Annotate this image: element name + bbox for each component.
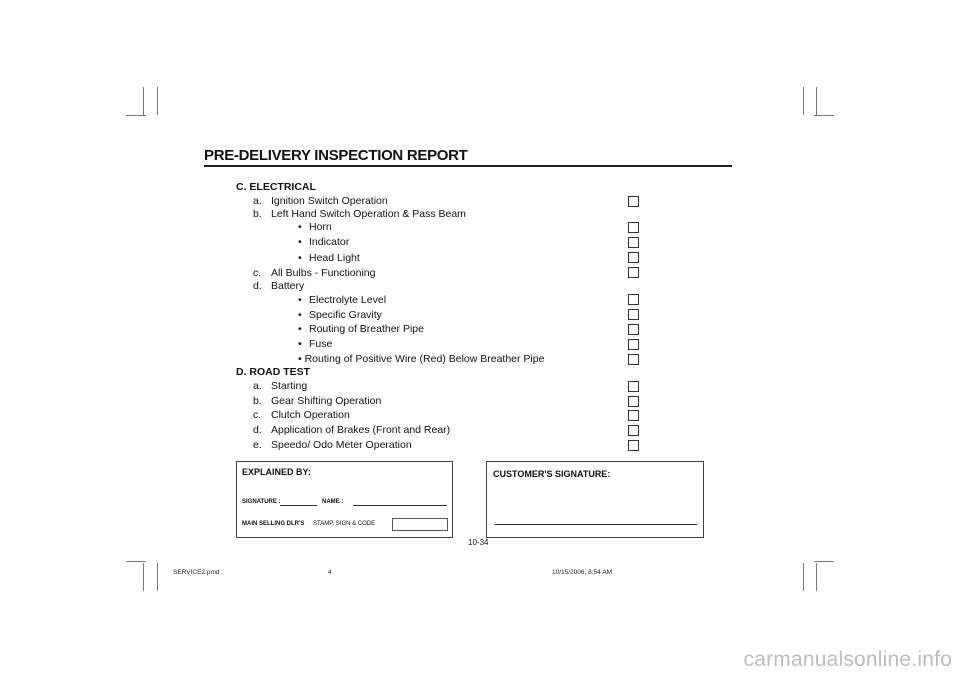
item-marker: e.	[253, 439, 262, 451]
dealer-label: MAIN SELLING DLR'S	[242, 521, 305, 527]
item-label: Head Light	[309, 252, 360, 264]
section-heading-electrical: C. ELECTRICAL	[236, 181, 316, 193]
item-label: Fuse	[309, 338, 333, 350]
name-line[interactable]	[353, 505, 447, 506]
item-label: Specific Gravity	[309, 309, 382, 321]
item-marker: d.	[253, 280, 262, 292]
dealer-suffix: STAMP, SIGN & CODE	[313, 521, 376, 527]
checkbox[interactable]	[628, 425, 639, 436]
checkbox[interactable]	[628, 267, 639, 278]
checkbox[interactable]	[628, 354, 639, 365]
checkbox[interactable]	[628, 196, 639, 207]
item-label: • Routing of Positive Wire (Red) Below Breather Pipe	[298, 353, 545, 365]
signature-label: SIGNATURE :	[242, 499, 281, 505]
page-number: 10-34	[468, 538, 489, 547]
watermark: carmanualsonline.info	[743, 648, 952, 671]
title-underline	[204, 165, 732, 167]
checkbox[interactable]	[628, 294, 639, 305]
item-marker: b.	[253, 395, 262, 407]
item-label: Ignition Switch Operation	[271, 195, 388, 207]
item-label: Clutch Operation	[271, 409, 350, 421]
footer-timestamp: 10/15/2006, 8:54 AM	[552, 569, 612, 576]
item-marker: c.	[253, 409, 262, 421]
customer-signature-line[interactable]	[495, 524, 697, 525]
item-marker: •	[298, 294, 302, 306]
checkbox[interactable]	[628, 237, 639, 248]
footer-page: 4	[328, 569, 332, 576]
item-label: All Bulbs - Functioning	[271, 267, 376, 279]
customer-signature-heading: CUSTOMER'S SIGNATURE:	[493, 469, 611, 479]
item-marker: •	[298, 252, 302, 264]
crop-mark	[126, 115, 146, 116]
item-marker: d.	[253, 424, 262, 436]
crop-mark	[143, 563, 144, 591]
checkbox[interactable]	[628, 339, 639, 350]
page-title: PRE-DELIVERY INSPECTION REPORT	[204, 147, 468, 164]
explained-by-heading: EXPLAINED BY:	[242, 467, 311, 477]
item-marker: b.	[253, 208, 262, 220]
item-marker: •	[298, 309, 302, 321]
customer-signature-box	[486, 461, 704, 538]
checkbox[interactable]	[628, 309, 639, 320]
crop-mark	[157, 87, 158, 115]
name-label: NAME :	[322, 499, 344, 505]
item-label: Speedo/ Odo Meter Operation	[271, 439, 412, 451]
checkbox[interactable]	[628, 324, 639, 335]
item-label: Battery	[271, 280, 305, 292]
checkbox[interactable]	[628, 222, 639, 233]
item-label: Application of Brakes (Front and Rear)	[271, 424, 451, 436]
item-marker: a.	[253, 195, 262, 207]
item-label: Starting	[271, 380, 308, 392]
section-heading-road-test: D. ROAD TEST	[236, 366, 311, 378]
crop-mark	[814, 561, 834, 562]
item-label: Indicator	[309, 236, 350, 248]
checkbox[interactable]	[628, 252, 639, 263]
checkbox[interactable]	[628, 396, 639, 407]
item-marker: c.	[253, 267, 262, 279]
crop-mark	[803, 563, 804, 591]
item-label: Gear Shifting Operation	[271, 395, 382, 407]
crop-mark	[814, 115, 834, 116]
item-label: Horn	[309, 221, 332, 233]
checkbox[interactable]	[628, 440, 639, 451]
crop-mark	[126, 561, 146, 562]
crop-mark	[816, 563, 817, 591]
item-marker: •	[298, 323, 302, 335]
item-marker: •	[298, 221, 302, 233]
item-label: Left Hand Switch Operation & Pass Beam	[271, 208, 466, 220]
item-label: Electrolyte Level	[309, 294, 387, 306]
item-marker: a.	[253, 380, 262, 392]
crop-mark	[143, 87, 144, 115]
item-marker: •	[298, 338, 302, 350]
footer-filename: SERVICE2.pmd	[173, 569, 220, 576]
crop-mark	[803, 87, 804, 115]
checkbox[interactable]	[628, 410, 639, 421]
dealer-code-box[interactable]	[392, 518, 448, 531]
checkbox[interactable]	[628, 381, 639, 392]
item-label: Routing of Breather Pipe	[309, 323, 424, 335]
signature-line[interactable]	[280, 505, 317, 506]
explained-by-box	[236, 461, 453, 538]
crop-mark	[157, 563, 158, 591]
crop-mark	[816, 87, 817, 115]
item-marker: •	[298, 236, 302, 248]
